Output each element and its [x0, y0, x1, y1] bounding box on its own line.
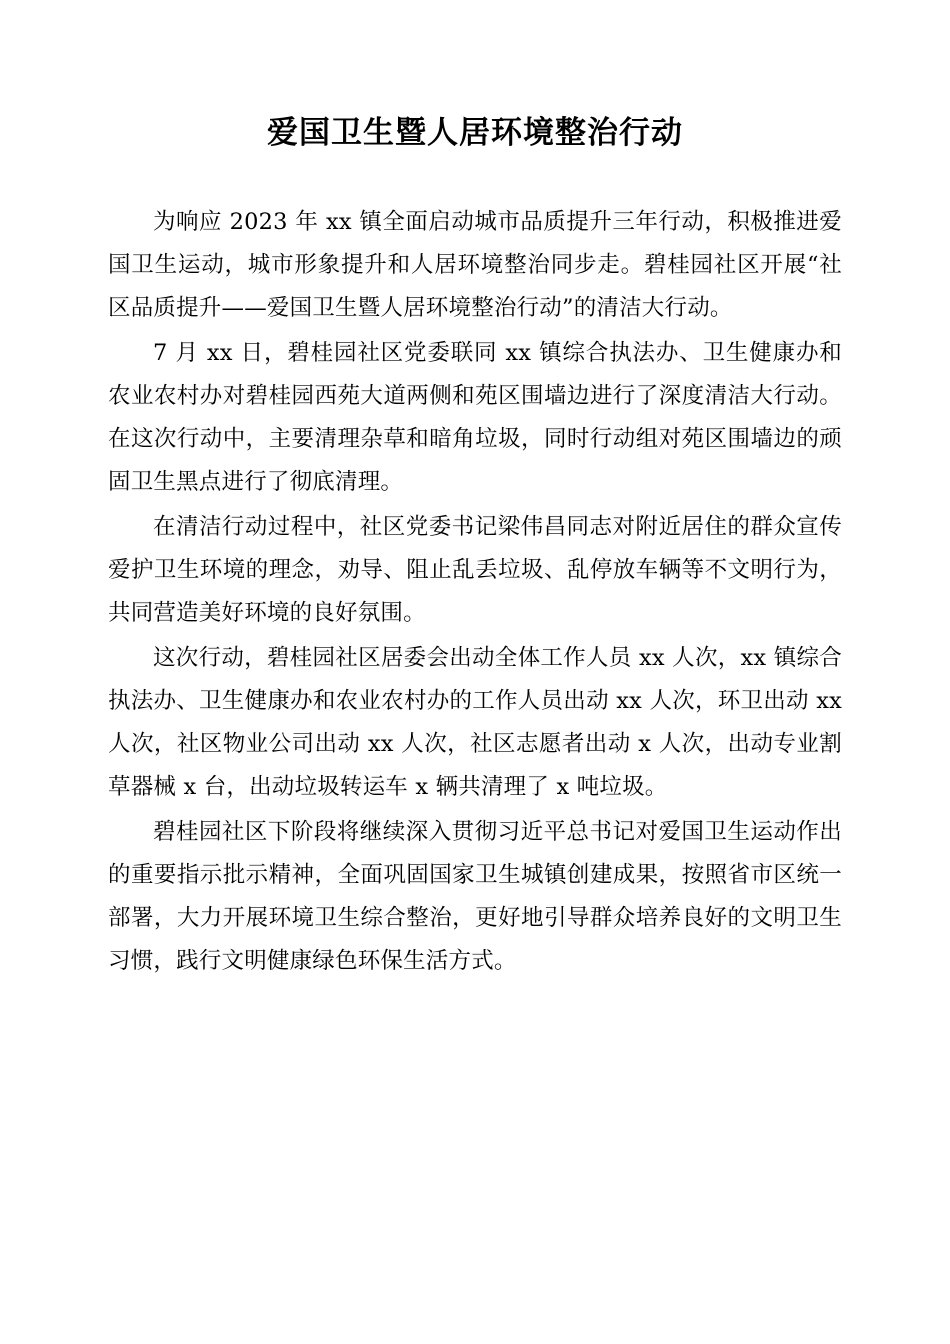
- page-title: 爱国卫生暨人居环境整治行动: [267, 115, 683, 151]
- paragraph-5: 碧桂园社区下阶段将继续深入贯彻习近平总书记对爱国卫生运动作出的重要指示批示精神，全面巩固国家卫生城镇创建成果，按照省市区统一部署，大力开展环境卫生综合整治，更好地引导群众培养良好的文明卫生习惯，践行文明健康绿色环保生活方式。: [108, 819, 842, 975]
- paragraph-4: 这次行动，碧桂园社区居委会出动全体工作人员 xx 人次，xx 镇综合执法办、卫生健康办和农业农村办的工作人员出动 xx 人次，环卫出动 xx 人次，社区物业公司出动 xx 人次，社区志愿者出动 x 人次，出动专业割草器械 x 台，出动垃圾转运车 x 辆共清理了 x 吨垃圾。: [108, 645, 842, 801]
- paragraph-3: 在清洁行动过程中，社区党委书记梁伟昌同志对附近居住的群众宣传爱护卫生环境的理念，劝导、阻止乱丢垃圾、乱停放车辆等不文明行为，共同营造美好环境的良好氛围。: [108, 514, 842, 627]
- paragraph-2: 7 月 xx 日，碧桂园社区党委联同 xx 镇综合执法办、卫生健康办和农业农村办对碧桂园西苑大道两侧和苑区围墙边进行了深度清洁大行动。在这次行动中，主要清理杂草和暗角垃圾，同时行动组对苑区围墙边的顽固卫生黑点进行了彻底清理。: [108, 340, 842, 496]
- paragraph-1: 为响应 2023 年 xx 镇全面启动城市品质提升三年行动，积极推进爱国卫生运动，城市形象提升和人居环境整治同步走。碧桂园社区开展“社区品质提升——爱国卫生暨人居环境整治行动”的清洁大行动。: [108, 209, 842, 322]
